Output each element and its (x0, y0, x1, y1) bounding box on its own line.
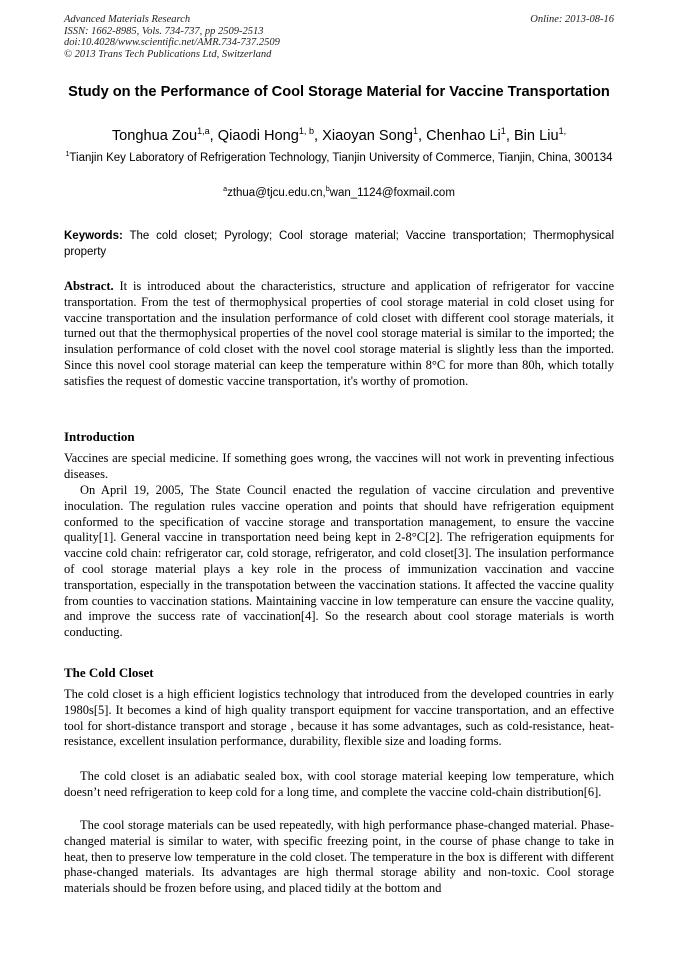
abstract-section (64, 279, 614, 390)
section-heading-introduction: Introduction (64, 429, 135, 444)
author-separator: , (313, 128, 323, 144)
email-b[interactable]: wan_1124@foxmail.com (329, 187, 455, 199)
author-separator: , (418, 128, 427, 144)
affiliation (64, 151, 614, 166)
doi-line[interactable]: doi:10.4028/www.scientific.net/AMR.734-737.2509 (64, 37, 280, 48)
author-name: Qiaodi Hong (217, 128, 299, 144)
author-name: Tonghua Zou (111, 128, 198, 144)
keywords-label: Keywords: (64, 230, 123, 242)
author-name: Chenhao Li (426, 128, 501, 144)
introduction-paragraph-2: On April 19, 2005, The State Council enacted the regulation of vaccine circulation and preventive inoculation. The regulation rules vaccine operation and points that should have refrigeration equipment conformed to the specification of vaccine storage and transportation management, to ensure the vaccine quality[1]. General vaccine in transportation need being kept in 2-8°C[2]. The refrigeration equipments for vaccine cold chain: refrigerator car, cold storage, refrigerator, and cold closet[3]. The insulation performance of cool storage material plays a key role in the process of immunization vaccination and vaccine transportation, especially in the transpotation between the vaccination stations. It affected the vaccine quality from counties to vaccination stations. Maintaining vaccine in low temperature can ensure the vaccine quality, and improve the success rate of vaccination[4]. So the research about cool storage materials is worth conducting. (64, 483, 614, 640)
keywords-section (64, 228, 614, 260)
cold-closet-paragraph-2: The cold closet is an adiabatic sealed box, with cool storage material keeping low temperature, which doesn’t need refrigeration to keep cold for a long time, and complete the vaccine cold-chain distribution[6]. (64, 769, 614, 799)
email-a[interactable]: zthua@tjcu.edu.cn, (227, 187, 326, 199)
journal-name: Advanced Materials Research (64, 14, 191, 25)
author-superscript: 1,a (197, 126, 210, 137)
email-superscript-a: a (223, 185, 228, 194)
affiliation-superscript: 1 (65, 150, 70, 159)
copyright-line: © 2013 Trans Tech Publications Ltd, Switzerland (64, 48, 272, 60)
online-date: Online: 2013-08-16 (530, 14, 614, 25)
keywords-text: The cold closet; Pyrology; Cool storage material; Vaccine transportation; Thermophysical property (64, 230, 614, 258)
section-heading-cold-closet: The Cold Closet (64, 665, 154, 680)
author-superscript: 1, b (298, 126, 314, 137)
email-line (64, 186, 614, 201)
author-list (40, 127, 638, 145)
author-separator: , (505, 128, 514, 144)
author-superscript: 1 (412, 126, 419, 137)
introduction-paragraph-1: Vaccines are special medicine. If something goes wrong, the vaccines will not work in preventing infectious diseases. (64, 451, 614, 481)
author-name: Bin Liu (513, 128, 559, 144)
issn-line: ISSN: 1662-8985, Vols. 734-737, pp 2509-2513 (64, 25, 264, 37)
author-superscript: 1 (500, 126, 506, 137)
email-superscript-b: b (325, 185, 330, 194)
paper-title: Study on the Performance of Cool Storage Material for Vaccine Transportation (68, 84, 610, 100)
journal-header (64, 14, 280, 60)
author-superscript: 1, (558, 126, 567, 137)
author-name: Xiaoyan Song (322, 128, 413, 144)
cold-closet-paragraph-3: The cool storage materials can be used repeatedly, with high performance phase-changed material. Phase-changed material is similar to water, with specific freezing point, in the course of phase change to take in heat, then to preserve low temperature in the cold closet. The temperature in the box is different with different phase-changed materials. Its advantages are high thermal storage ability and non-toxic. Cool storage materials should be frozen before using, and placed tidily at the bottom and (64, 818, 614, 896)
author-separator: , (209, 128, 218, 144)
abstract-text: It is introduced about the characteristics, structure and application of refrigerator for vaccine transportation. From the test of thermophysical properties of cool storage material in cold closet using for vaccine transportation and the insulation performance of cold closet with different cool storage materials, it turned out that the thermophysical properties of the novel cool storage material is similar to the imported; the insulation performance of cold closet with the novel cool storage material is slightly less than the imported. Since this novel cool storage material can keep the temperature within 8°C for more than 80h, which totally satisfies the request of domestic vaccine transportation, it's worthy of promotion. (64, 279, 615, 388)
abstract-label: Abstract. (64, 279, 114, 293)
cold-closet-paragraph-1: The cold closet is a high efficient logistics technology that introduced from the developed countries in early 1980s[5]. It becomes a kind of high quality transport equipment for vaccine transportation, and an effective tool for short-distance transport and storage , because it has some advantages, such as cold-resistance, heat-resistance, excellent insulation performance, durability, flexible size and loading forms. (64, 687, 614, 749)
affiliation-text: Tianjin Key Laboratory of Refrigeration Technology, Tianjin University of Commerce, Tianjin, China, 300134 (69, 152, 613, 164)
